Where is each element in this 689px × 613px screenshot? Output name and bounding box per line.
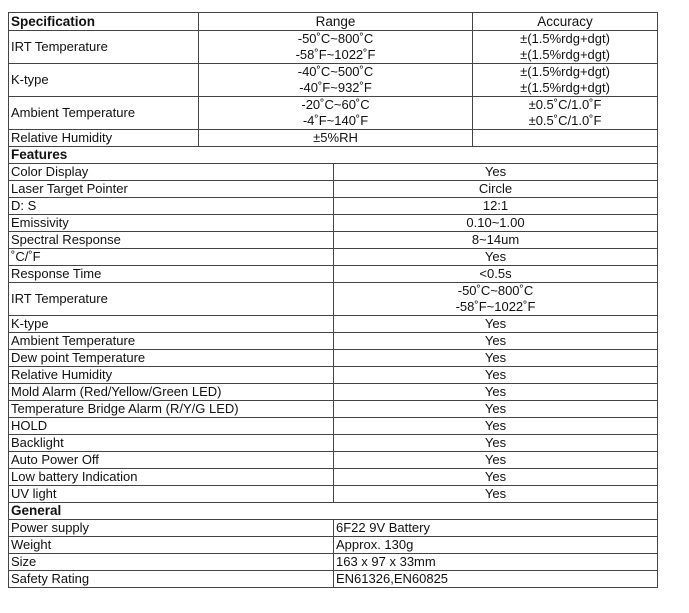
general-value: 163 x 97 x 33mm	[334, 554, 658, 571]
feature-row-auto-power-off	[9, 452, 658, 469]
features-title-row	[9, 147, 658, 164]
spec-row-relative-humidity	[9, 130, 658, 147]
feature-name: Ambient Temperature	[9, 333, 334, 350]
range-value	[199, 64, 473, 97]
feature-row-dew-point-temperature	[9, 350, 658, 367]
range-fahrenheit: -58˚F~1022˚F	[295, 47, 376, 62]
feature-row-unit-switch	[9, 249, 658, 266]
feature-value: Yes	[334, 367, 658, 384]
spec-name: Relative Humidity	[9, 130, 199, 147]
feature-name: D: S	[9, 198, 334, 215]
accuracy-line: ±(1.5%rdg+dgt)	[520, 31, 610, 46]
feature-row-irt-temperature	[9, 283, 658, 316]
feature-value: 8~14um	[334, 232, 658, 249]
feature-row-response-time	[9, 266, 658, 283]
feature-value: Circle	[334, 181, 658, 198]
spec-name: IRT Temperature	[9, 31, 199, 64]
feature-value: Yes	[334, 164, 658, 181]
feature-row-temperature-bridge-alarm	[9, 401, 658, 418]
general-row-power-supply	[9, 520, 658, 537]
feature-name: Low battery Indication	[9, 469, 334, 486]
range-value	[199, 97, 473, 130]
feature-name: Dew point Temperature	[9, 350, 334, 367]
feature-name: Spectral Response	[9, 232, 334, 249]
general-title-row	[9, 503, 658, 520]
feature-value: Yes	[334, 452, 658, 469]
range-celsius: -50˚C~800˚C	[297, 31, 374, 46]
feature-row-k-type	[9, 316, 658, 333]
header-specification: Specification	[9, 13, 199, 31]
feature-name: Mold Alarm (Red/Yellow/Green LED)	[9, 384, 334, 401]
general-title: General	[9, 503, 658, 520]
feature-name: Laser Target Pointer	[9, 181, 334, 198]
range-fahrenheit: -4˚F~140˚F	[302, 113, 369, 128]
feature-value: Yes	[334, 249, 658, 266]
spec-row-irt-temperature	[9, 31, 658, 64]
feature-value: Yes	[334, 384, 658, 401]
feature-row-ambient-temperature	[9, 333, 658, 350]
feature-row-mold-alarm	[9, 384, 658, 401]
general-name: Power supply	[9, 520, 334, 537]
feature-name: Emissivity	[9, 215, 334, 232]
feature-row-laser-target-pointer	[9, 181, 658, 198]
spec-row-ambient-temperature	[9, 97, 658, 130]
range-value	[199, 31, 473, 64]
feature-row-distance-spot	[9, 198, 658, 215]
general-row-weight	[9, 537, 658, 554]
spec-name: Ambient Temperature	[9, 97, 199, 130]
feature-name: HOLD	[9, 418, 334, 435]
spec-header-row	[9, 13, 658, 31]
feature-row-spectral-response	[9, 232, 658, 249]
accuracy-line: ±0.5˚C/1.0˚F	[528, 113, 602, 128]
accuracy-value	[473, 31, 658, 64]
accuracy-value	[473, 97, 658, 130]
feature-value: Yes	[334, 333, 658, 350]
feature-name: Temperature Bridge Alarm (R/Y/G LED)	[9, 401, 334, 418]
spec-row-k-type	[9, 64, 658, 97]
range-celsius: -40˚C~500˚C	[297, 64, 374, 79]
general-value: 6F22 9V Battery	[334, 520, 658, 537]
feature-row-uv-light	[9, 486, 658, 503]
feature-row-hold	[9, 418, 658, 435]
accuracy-value	[473, 130, 658, 147]
general-name: Size	[9, 554, 334, 571]
features-title: Features	[9, 147, 658, 164]
feature-name: IRT Temperature	[9, 283, 334, 316]
feature-name: ˚C/˚F	[9, 249, 334, 266]
accuracy-line: ±(1.5%rdg+dgt)	[520, 80, 610, 95]
feature-value: 0.10~1.00	[334, 215, 658, 232]
feature-value: Yes	[334, 316, 658, 333]
feature-value-fahrenheit: -58˚F~1022˚F	[455, 299, 536, 314]
general-name: Weight	[9, 537, 334, 554]
feature-value: Yes	[334, 435, 658, 452]
range-fahrenheit: -40˚F~932˚F	[299, 80, 372, 95]
feature-value: Yes	[334, 401, 658, 418]
general-row-size	[9, 554, 658, 571]
feature-value: Yes	[334, 469, 658, 486]
feature-row-color-display	[9, 164, 658, 181]
feature-value: Yes	[334, 350, 658, 367]
feature-value	[334, 283, 658, 316]
feature-value: 12:1	[334, 198, 658, 215]
feature-name: Auto Power Off	[9, 452, 334, 469]
spec-table	[8, 12, 658, 588]
accuracy-line: ±0.5˚C/1.0˚F	[528, 97, 602, 112]
header-accuracy: Accuracy	[473, 13, 658, 31]
feature-name: Relative Humidity	[9, 367, 334, 384]
feature-name: Backlight	[9, 435, 334, 452]
feature-row-emissivity	[9, 215, 658, 232]
feature-value-celsius: -50˚C~800˚C	[457, 283, 534, 298]
feature-name: K-type	[9, 316, 334, 333]
feature-name: Color Display	[9, 164, 334, 181]
accuracy-line: ±(1.5%rdg+dgt)	[520, 64, 610, 79]
feature-value: <0.5s	[334, 266, 658, 283]
general-value: EN61326,EN60825	[334, 571, 658, 588]
general-name: Safety Rating	[9, 571, 334, 588]
range-celsius: -20˚C~60˚C	[301, 97, 370, 112]
range-value: ±5%RH	[199, 130, 473, 147]
accuracy-value	[473, 64, 658, 97]
header-range: Range	[199, 13, 473, 31]
accuracy-line: ±(1.5%rdg+dgt)	[520, 47, 610, 62]
feature-row-low-battery-indication	[9, 469, 658, 486]
feature-row-backlight	[9, 435, 658, 452]
general-row-safety-rating	[9, 571, 658, 588]
feature-row-relative-humidity	[9, 367, 658, 384]
feature-value: Yes	[334, 486, 658, 503]
feature-name: UV light	[9, 486, 334, 503]
feature-name: Response Time	[9, 266, 334, 283]
spec-name: K-type	[9, 64, 199, 97]
general-value: Approx. 130g	[334, 537, 658, 554]
feature-value: Yes	[334, 418, 658, 435]
